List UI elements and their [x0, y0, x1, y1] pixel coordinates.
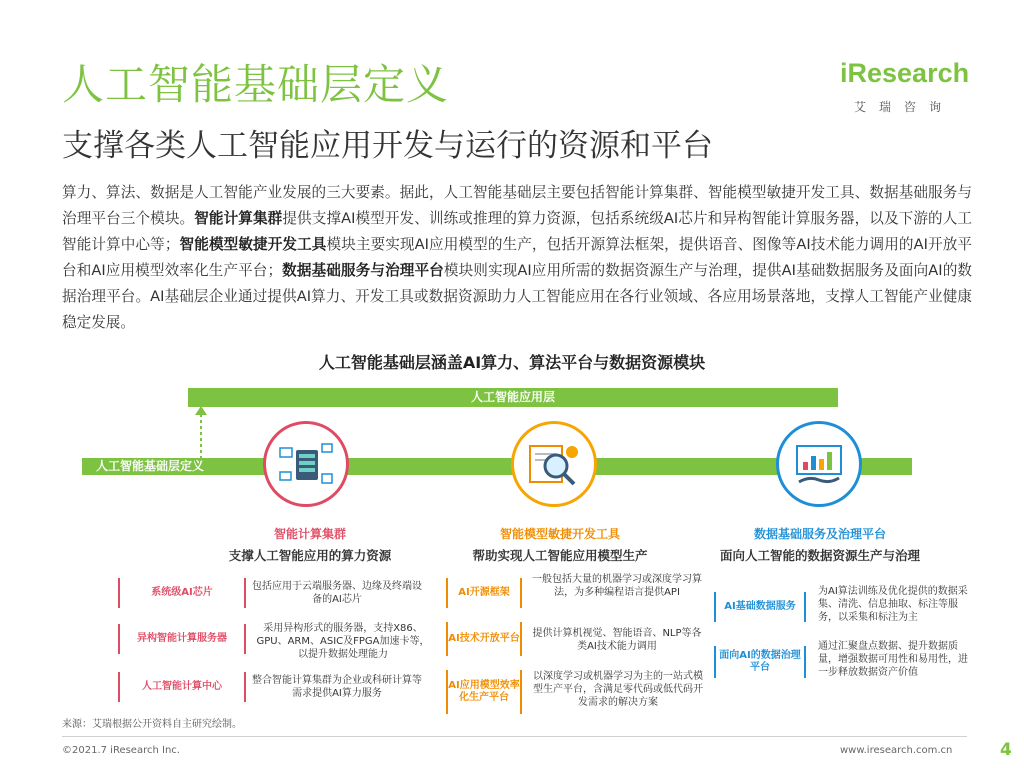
tag-ai-data-governance: 面向AI的数据治理平台	[714, 646, 806, 678]
intro-text: 模块则实现AI应用所需的数据资源生产与治理，提供AI基础数据服务及面向AI的数据治理平台。AI基础层企业通过提供AI算力、开发工具或数据资源助力人工智能应用在各行业领域、各应用场景落地，支撑人工智能产业健康稳定发展。	[62, 262, 972, 331]
page-subtitle: 支撑各类人工智能应用开发与运行的资源和平台	[62, 128, 713, 164]
tag-hetero-server: 异构智能计算服务器	[118, 624, 246, 654]
desc-ai-data-service: 为AI算法训练及优化提供的数据采集、清洗、信息抽取、标注等服务，以采集和标注为主	[818, 586, 968, 623]
page-number: 4	[1000, 740, 1012, 760]
intro-paragraph	[62, 180, 972, 336]
desc-system-ai-chip: 包括应用于云端服务器、边缘及终端设备的AI芯片	[252, 581, 422, 605]
iresearch-logo	[840, 58, 970, 118]
tag-ai-compute-center: 人工智能计算中心	[118, 672, 246, 702]
column-title-compute: 智能计算集群	[273, 527, 346, 541]
intro-bold-data: 数据基础服务与治理平台	[282, 262, 444, 279]
desc-ai-tech-platform: 提供计算机视觉、智能语音、NLP等各类AI技术能力调用	[532, 628, 702, 652]
desc-ai-open-framework: 一般包括大量的机器学习或深度学习算法，为多种编程语言提供API	[532, 574, 702, 598]
desc-ai-model-platform: 以深度学习或机器学习为主的一站式模型生产平台，含满足零代码或低代码开发需求的解决方案	[533, 671, 703, 708]
column-subtitle-compute: 支撑人工智能应用的算力资源	[228, 548, 392, 563]
logo-sub-text: 艾瑞咨询	[854, 100, 955, 114]
intro-bold-compute: 智能计算集群	[194, 210, 283, 227]
source-note: 来源：艾瑞根据公开资料自主研究绘制。	[62, 719, 242, 730]
logo-brand-text: iResearch	[840, 58, 970, 88]
tag-ai-open-framework: AI开源框架	[446, 578, 522, 608]
intro-bold-algo: 智能模型敏捷开发工具	[179, 236, 327, 253]
desc-hetero-server: 采用异构形式的服务器，支持X86、GPU、ARM、ASIC及FPGA加速卡等，以提升数据处理能力	[256, 623, 430, 660]
footer-divider	[62, 736, 967, 737]
tag-ai-tech-platform: AI技术开放平台	[446, 622, 522, 656]
column-subtitle-data: 面向人工智能的数据资源生产与治理	[719, 548, 920, 563]
up-arrow-icon	[194, 406, 208, 458]
copyright-text: ©2021.7 iResearch Inc.	[62, 745, 180, 756]
intro-text: 提供支撑AI模型开发、训练或推理的算力资源，包括系统级AI芯片和异构智能计算服务器，以及下游的人工智能计算中心等；	[62, 210, 972, 253]
base-layer-label: 人工智能基础层定义	[96, 459, 205, 473]
page-title: 人工智能基础层定义	[62, 60, 450, 109]
app-layer-bar: 人工智能应用层	[188, 388, 838, 407]
column-subtitle-algo: 帮助实现人工智能应用模型生产	[472, 548, 648, 563]
tag-system-ai-chip: 系统级AI芯片	[118, 578, 246, 608]
data-platform-icon	[776, 421, 862, 507]
desc-ai-data-governance: 通过汇聚盘点数据、提升数据质量，增强数据可用性和易用性，进一步释放数据资产价值	[818, 641, 968, 678]
diagram-title: 人工智能基础层涵盖AI算力、算法平台与数据资源模块	[318, 353, 706, 372]
tag-ai-data-service: AI基础数据服务	[714, 592, 806, 622]
website-link[interactable]: www.iresearch.com.cn	[840, 745, 953, 756]
desc-ai-compute-center: 整合智能计算集群为企业或科研计算等需求提供AI算力服务	[252, 675, 422, 699]
intro-text: 模块主要实现AI应用模型的生产，包括开源算法框架，提供语音、图像等AI技术能力调用的AI开放平台和AI应用模型效率化生产平台；	[62, 236, 972, 279]
compute-cluster-icon	[263, 421, 349, 507]
column-title-algo: 智能模型敏捷开发工具	[499, 527, 620, 541]
tag-ai-model-platform: AI应用模型效率化生产平台	[446, 670, 522, 714]
column-title-data: 数据基础服务及治理平台	[753, 527, 886, 541]
dev-tool-icon	[511, 421, 597, 507]
intro-text: 算力、算法、数据是人工智能产业发展的三大要素。据此，人工智能基础层主要包括智能计算集群、智能模型敏捷开发工具、数据基础服务与治理平台三个模块。	[62, 184, 972, 227]
